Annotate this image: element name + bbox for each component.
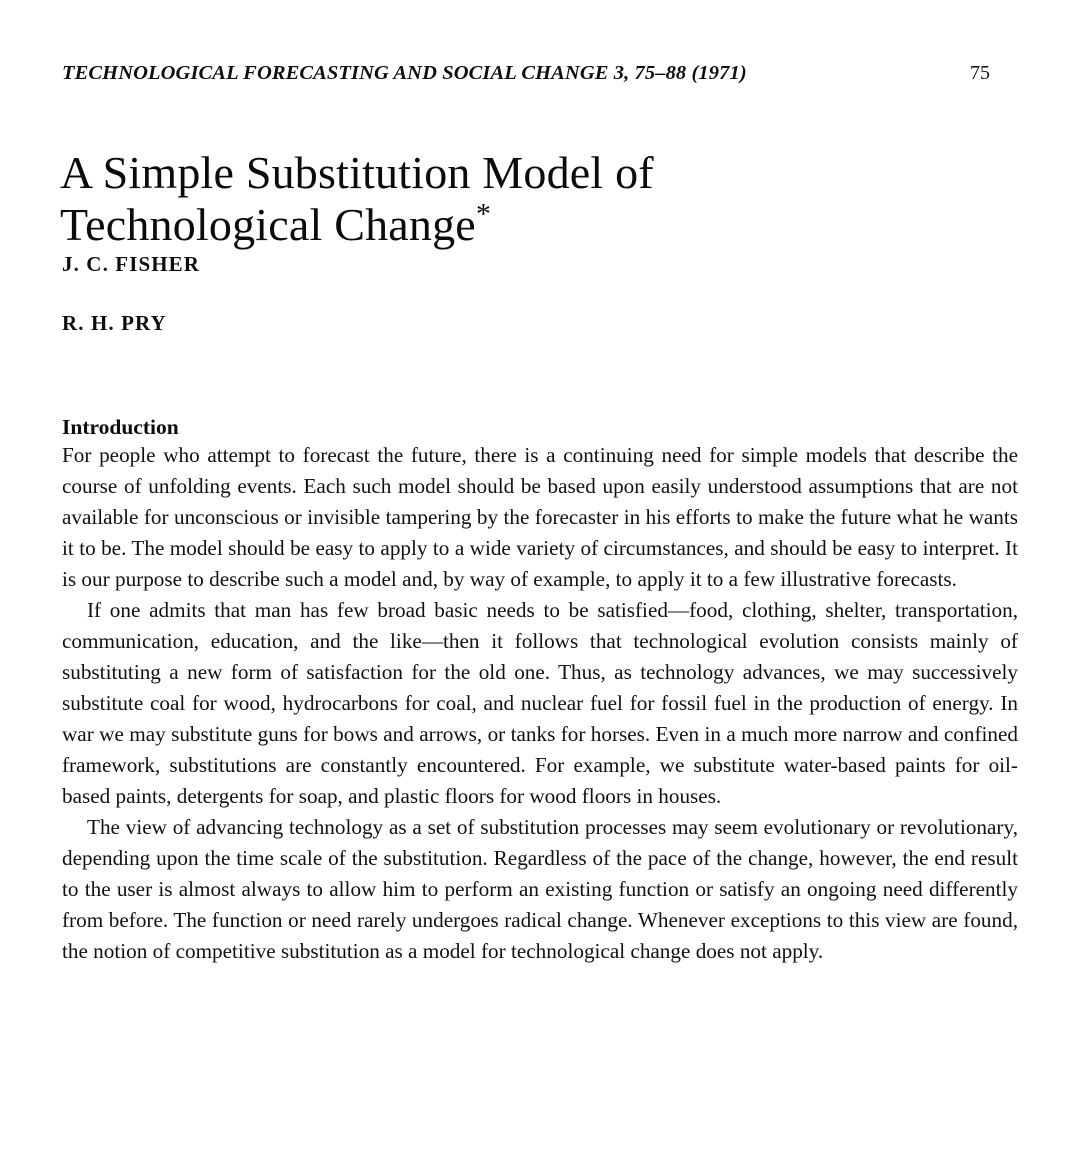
paragraph: If one admits that man has few broad basic needs to be satisfied—food, clothing, shelter, transportation, communication, education, and the like—then it follows that technological evolution consists mainly of substituting a new form of satisfaction for the old one. Thus, as technology advances, we may successively substitute coal for wood, hydrocarbons for coal, and nuclear fuel for fossil fuel in the production of energy. In war we may substitute guns for bows and arrows, or tanks for horses. Even in a much more narrow and confined framework, substitutions are constantly encountered. For example, we substitute water-based paints for oil-based paints, detergents for soap, and plastic floors for wood floors in houses. <box>62 598 1018 808</box>
title-footnote-marker: * <box>475 197 492 231</box>
author-name-pry: R. H. PRY <box>62 311 167 335</box>
title-line-2: Technological Change <box>60 198 476 250</box>
paragraph: For people who attempt to forecast the future, there is a continuing need for simple models that describe the course of unfolding events. Each such model should be based upon easily understood assumptions that are not available for unconscious or invisible tampering by the forecaster in his efforts to make the future what he wants it to be. The model should be easy to apply to a wide variety of circumstances, and should be easy to interpret. It is our purpose to describe such a model and, by way of example, to apply it to a few illustrative forecasts. <box>62 443 1018 591</box>
author-name-fisher: J. C. FISHER <box>62 252 201 276</box>
section-heading-introduction: Introduction <box>62 415 179 439</box>
page-number: 75 <box>970 62 990 84</box>
body-text <box>62 440 1018 967</box>
page-title <box>60 147 1000 251</box>
running-head <box>62 62 1018 88</box>
title-line-1: A Simple Substitution Model of <box>60 146 654 198</box>
title-line-2-wrapper <box>60 199 1000 251</box>
paragraph: The view of advancing technology as a set of substitution processes may seem evolutionary or revolutionary, depending upon the time scale of the substitution. Regardless of the pace of the change, however, the end result to the user is almost always to allow him to perform an existing function or satisfy an ongoing need differently from before. The function or need rarely undergoes radical change. Whenever exceptions to this view are found, the notion of competitive substitution as a model for technological change does not apply. <box>62 815 1018 963</box>
journal-running-head-text: TECHNOLOGICAL FORECASTING AND SOCIAL CHANGE 3, 75–88 (1971) <box>62 62 747 84</box>
